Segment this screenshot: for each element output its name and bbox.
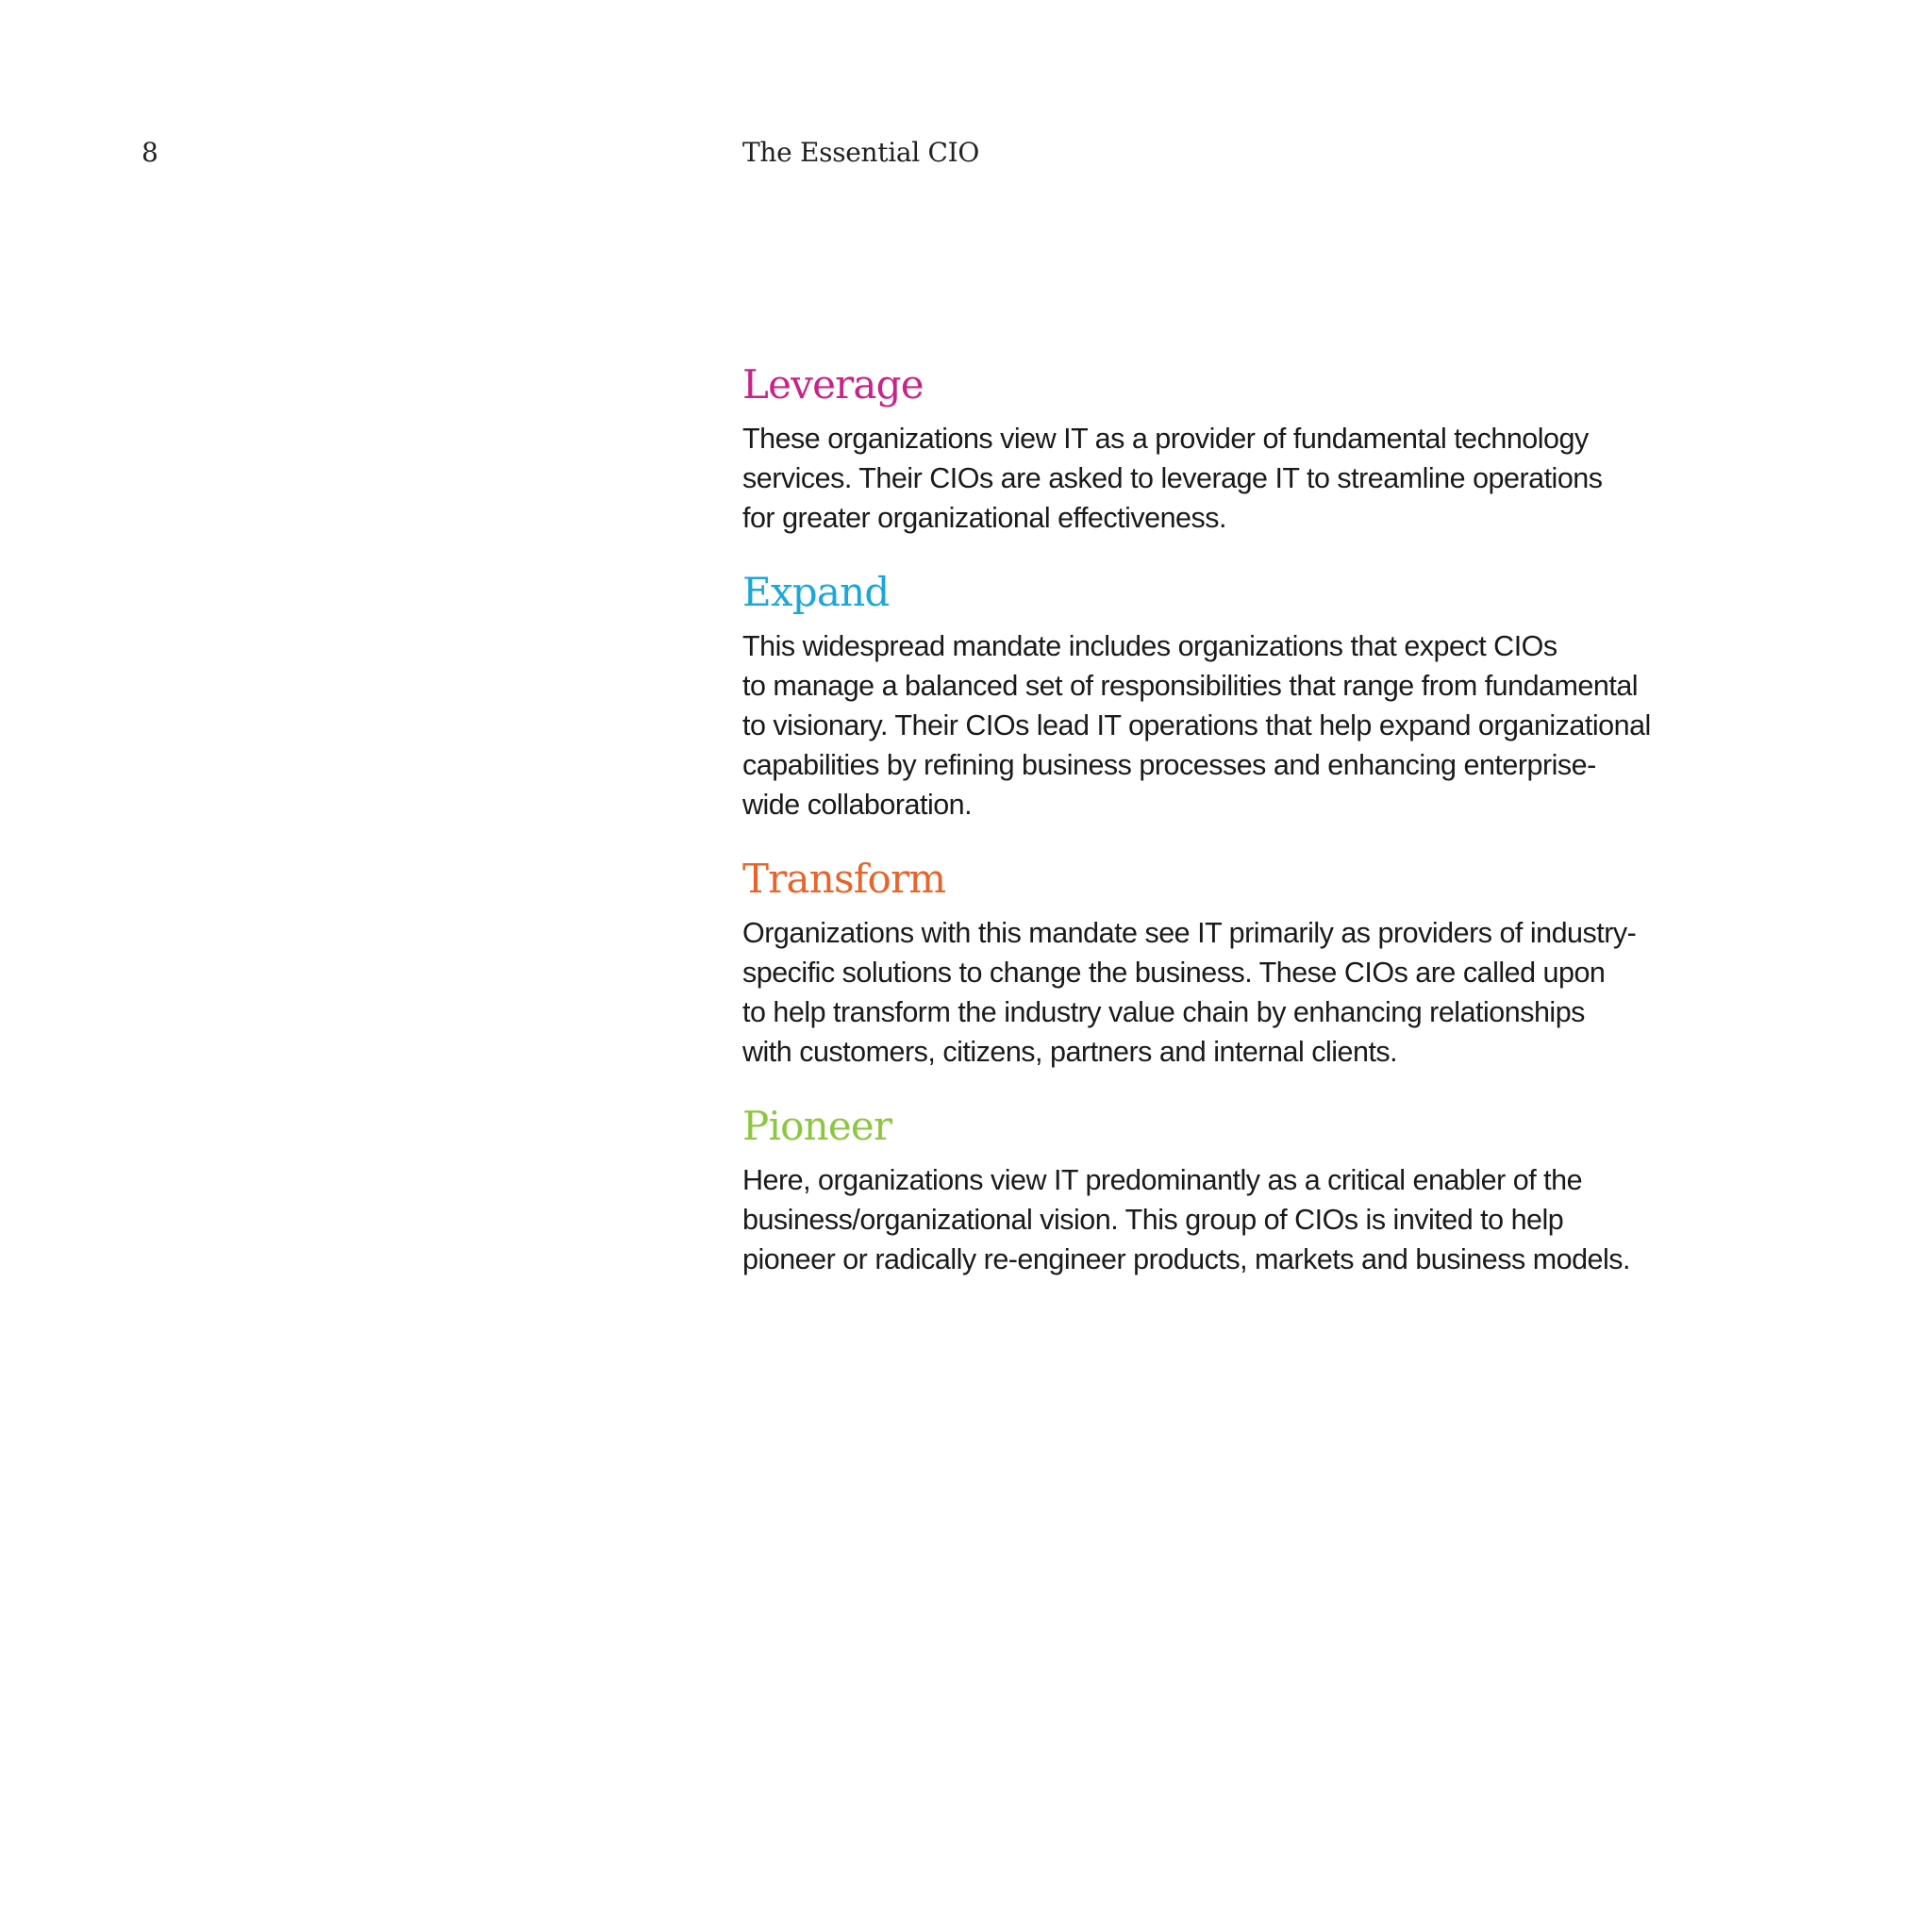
section-heading-pioneer: Pioneer <box>742 1103 892 1149</box>
section-transform <box>742 853 1695 1072</box>
section-heading-transform: Transform <box>742 856 946 902</box>
body-line: to help transform the industry value chain by enhancing relationships <box>742 996 1585 1028</box>
content-column <box>742 358 1695 1307</box>
section-body-pioneer <box>742 1160 1695 1279</box>
body-line: Here, organizations view IT predominantly as a critical enabler of the <box>742 1164 1583 1196</box>
body-line: for greater organizational effectiveness. <box>742 502 1226 534</box>
section-body-transform <box>742 913 1695 1072</box>
body-line: Organizations with this mandate see IT primarily as providers of industry- <box>742 917 1637 949</box>
body-line: services. Their CIOs are asked to leverage IT to streamline operations <box>742 462 1603 494</box>
section-body-expand <box>742 626 1695 824</box>
body-line: This widespread mandate includes organizations that expect CIOs <box>742 630 1557 662</box>
section-heading-leverage: Leverage <box>742 361 924 408</box>
page-number: 8 <box>142 137 158 168</box>
body-line: business/organizational vision. This group of CIOs is invited to help <box>742 1204 1564 1236</box>
running-title: The Essential CIO <box>742 137 980 168</box>
body-line: to manage a balanced set of responsibilities that range from fundamental <box>742 670 1639 702</box>
body-line: capabilities by refining business processes and enhancing enterprise- <box>742 749 1596 781</box>
body-line: These organizations view IT as a provider of fundamental technology <box>742 423 1589 455</box>
section-body-leverage <box>742 419 1695 538</box>
body-line: with customers, citizens, partners and internal clients. <box>742 1036 1398 1068</box>
body-line: to visionary. Their CIOs lead IT operations that help expand organizational <box>742 709 1651 741</box>
body-line: specific solutions to change the business. These CIOs are called upon <box>742 957 1606 989</box>
section-expand <box>742 566 1695 824</box>
body-line: pioneer or radically re-engineer products, markets and business models. <box>742 1243 1630 1275</box>
body-line: wide collaboration. <box>742 789 973 821</box>
section-pioneer <box>742 1100 1695 1279</box>
section-heading-expand: Expand <box>742 569 890 615</box>
section-leverage <box>742 358 1695 538</box>
